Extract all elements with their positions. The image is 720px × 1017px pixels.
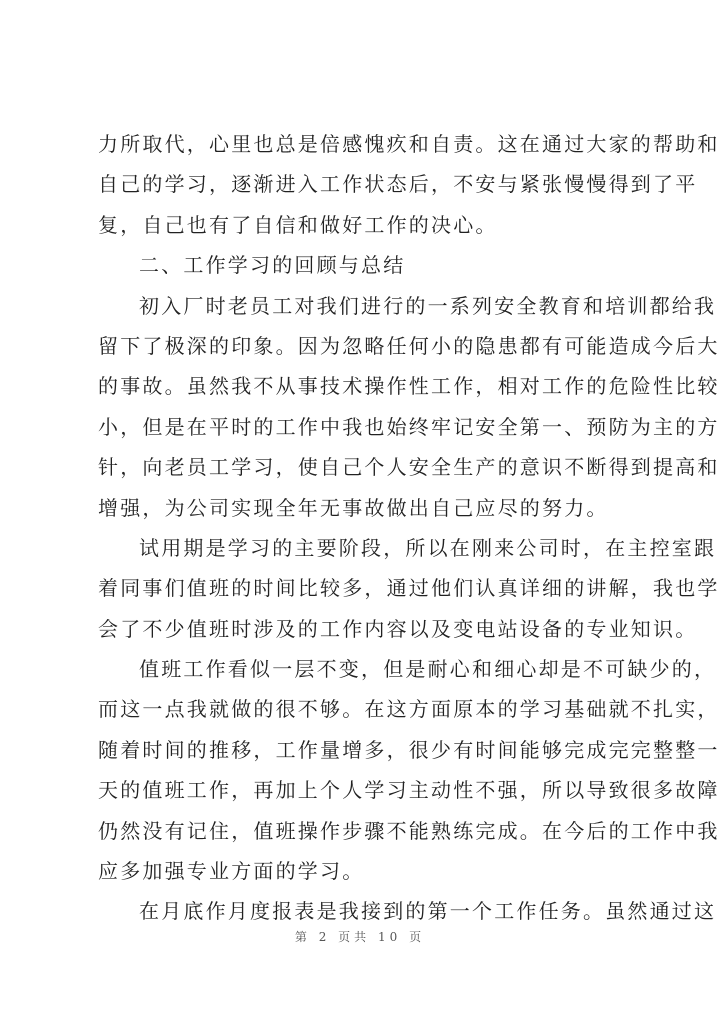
text-line: 小，但是在平时的工作中我也始终牢记安全第一、预防为主的方 [98, 414, 720, 439]
text-line: 应多加强专业方面的学习。 [98, 859, 365, 884]
text-line: 在月底作月度报表是我接到的第一个工作任务。虽然通过这 [139, 899, 717, 924]
text-line: 试用期是学习的主要阶段，所以在刚来公司时，在主控室跟 [139, 535, 717, 560]
text-line: 力所取代，心里也总是倍感愧疚和自责。这在通过大家的帮助和 [98, 132, 720, 156]
text-line: 初入厂时老员工对我们进行的一系列安全教育和培训都给我 [139, 293, 717, 318]
text-line: 值班工作看似一层不变，但是耐心和细心却是不可缺少的， [139, 657, 717, 682]
text-line: 留下了极深的印象。因为忽略任何小的隐患都有可能造成今后大 [98, 333, 720, 358]
body-text [98, 124, 720, 932]
text-line: 而这一点我就做的很不够。在这方面原本的学习基础就不扎实， [98, 697, 720, 722]
text-line: 着同事们值班的时间比较多，通过他们认真详细的讲解，我也学 [98, 576, 720, 601]
text-line: 的事故。虽然我不从事技术操作性工作，相对工作的危险性比较 [98, 374, 720, 399]
page-footer: 第 2 页共 10 页 [294, 930, 426, 944]
text-line: 随着时间的推移，工作量增多，很少有时间能够完成完完整整一 [98, 737, 720, 762]
text-line: 仍然没有记住，值班操作步骤不能熟练完成。在今后的工作中我 [98, 818, 720, 843]
text-line: 增强，为公司实现全年无事故做出自己应尽的努力。 [98, 495, 609, 520]
text-line: 天的值班工作，再加上个人学习主动性不强，所以导致很多故障 [98, 778, 720, 803]
text-line: 复，自己也有了自信和做好工作的决心。 [98, 212, 498, 237]
text-line: 会了不少值班时涉及的工作内容以及变电站设备的专业知识。 [98, 616, 698, 641]
text-line: 二、工作学习的回顾与总结 [139, 253, 406, 278]
text-line: 自己的学习，逐渐进入工作状态后，不安与紧张慢慢得到了平 [98, 172, 698, 197]
text-line: 针，向老员工学习，使自己个人安全生产的意识不断得到提高和 [98, 455, 720, 480]
